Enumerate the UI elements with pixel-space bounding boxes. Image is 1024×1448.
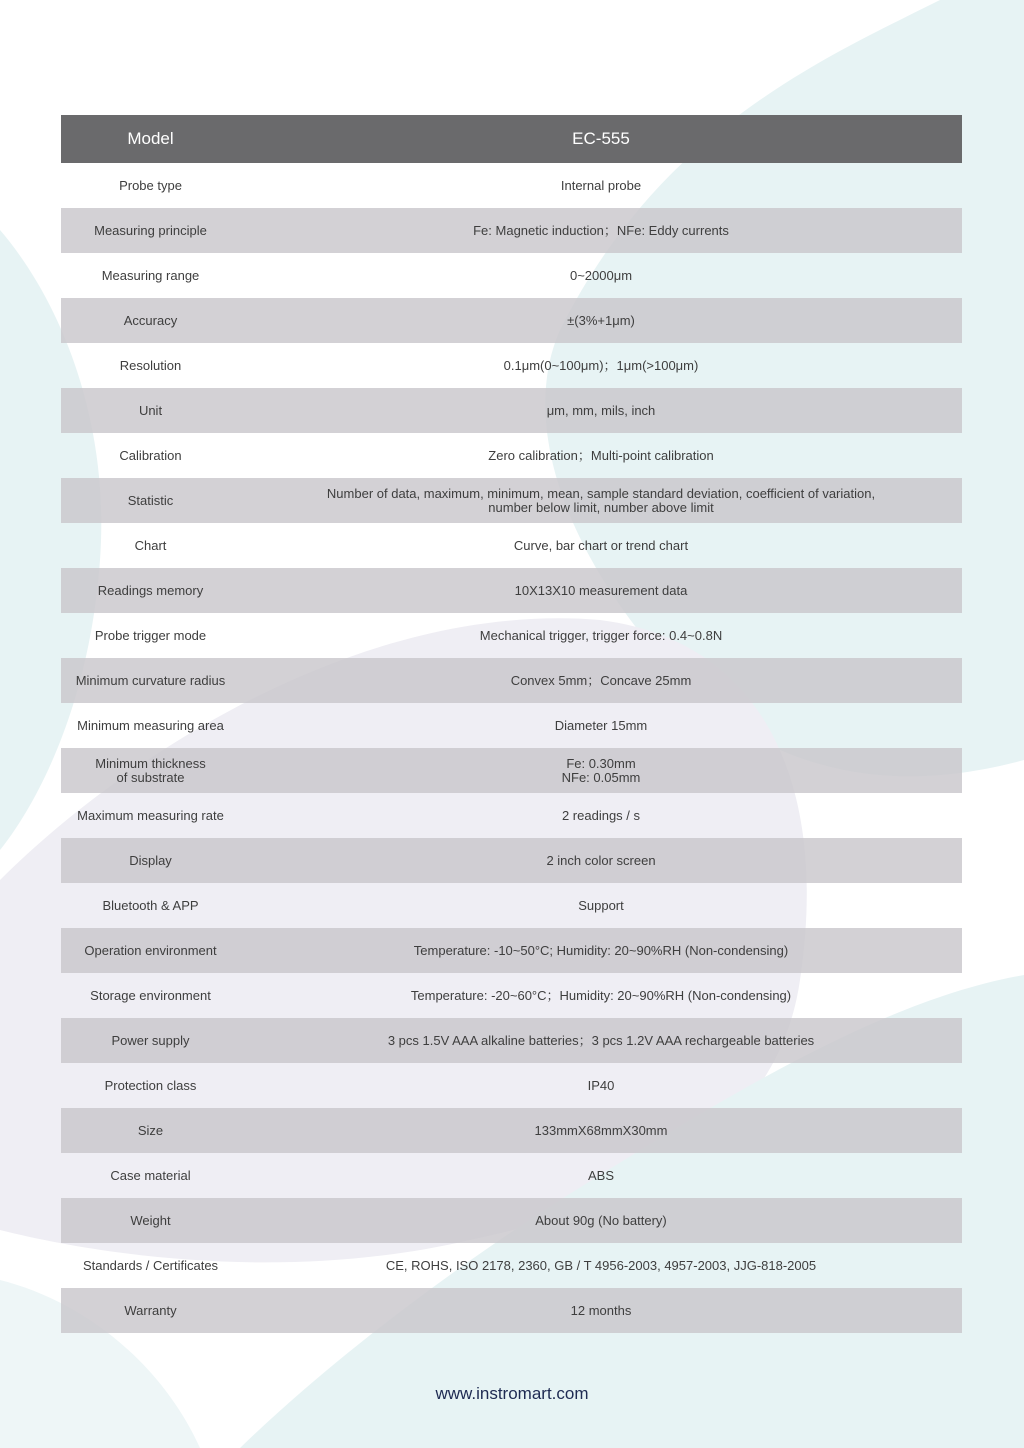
table-row-weight: [61, 1198, 962, 1243]
row-label: Bluetooth & APP: [102, 897, 199, 913]
header-model-value: EC-555: [572, 129, 630, 148]
row-label: Size: [137, 1122, 164, 1138]
row-value: 3 pcs 1.5V AAA alkaline batteries；3 pcs 1.2V AAA rechargeable batteries: [387, 1032, 815, 1048]
row-value: 2 inch color screen: [546, 852, 656, 868]
row-label: Power supply: [111, 1032, 190, 1048]
row-value: About 90g (No battery): [535, 1212, 667, 1228]
table-row-power-supply: [61, 1018, 962, 1063]
row-value: 12 months: [570, 1302, 632, 1318]
row-label: Warranty: [124, 1302, 177, 1318]
row-label: Probe type: [119, 177, 182, 193]
row-value: IP40: [587, 1077, 615, 1093]
table-row-size: [61, 1108, 962, 1153]
row-label: Maximum measuring rate: [77, 807, 224, 823]
row-value: 133mmX68mmX30mm: [534, 1122, 668, 1138]
table-row-storage-environment: [61, 973, 962, 1018]
specification-table: [61, 115, 962, 1333]
table-row-measuring-range: [61, 253, 962, 298]
row-label: Case material: [110, 1167, 191, 1183]
row-label: Resolution: [119, 357, 182, 373]
row-label: Measuring principle: [94, 222, 207, 238]
table-row-readings-memory: [61, 568, 962, 613]
table-row-measuring-principle: [61, 208, 962, 253]
row-label: Minimum measuring area: [77, 717, 224, 733]
row-value: Number of data, maximum, minimum, mean, sample standard deviation, coefficient of variation, number below limit, number above limit: [326, 485, 876, 515]
table-row-resolution: [61, 343, 962, 388]
table-row-chart: [61, 523, 962, 568]
row-label: Readings memory: [97, 582, 204, 598]
row-value: μm, mm, mils, inch: [546, 402, 656, 418]
row-label: Chart: [134, 537, 167, 553]
table-row-statistic: [61, 478, 962, 523]
row-value: ±(3%+1μm): [567, 312, 635, 328]
table-row-accuracy: [61, 298, 962, 343]
row-value: CE, ROHS, ISO 2178, 2360, GB / T 4956-2003, 4957-2003, JJG-818-2005: [385, 1257, 817, 1273]
row-label: Measuring range: [101, 267, 200, 283]
row-value: Mechanical trigger, trigger force: 0.4~0.8N: [479, 627, 723, 643]
table-row-unit: [61, 388, 962, 433]
row-value: Support: [578, 897, 624, 913]
website-link[interactable]: www.instromart.com: [435, 1384, 589, 1403]
row-value: 10X13X10 measurement data: [514, 582, 688, 598]
row-label: Calibration: [119, 447, 182, 463]
row-label: Accuracy: [123, 312, 178, 328]
table-row-calibration: [61, 433, 962, 478]
row-value: Temperature: -20~60°C；Humidity: 20~90%RH (Non-condensing): [410, 987, 792, 1003]
row-value: Internal probe: [560, 177, 642, 193]
table-row-minimum-thickness-of-substrate: [61, 748, 962, 793]
table-row-protection-class: [61, 1063, 962, 1108]
row-label: Unit: [138, 402, 163, 418]
row-label: Weight: [130, 1212, 171, 1228]
table-row-operation-environment: [61, 928, 962, 973]
table-row-probe-type: [61, 163, 962, 208]
row-value: Zero calibration；Multi-point calibration: [488, 447, 714, 463]
row-value: 0.1μm(0~100μm)；1μm(>100μm): [503, 357, 699, 373]
row-value: ABS: [587, 1167, 614, 1183]
row-label: Standards / Certificates: [82, 1257, 219, 1273]
row-label: Statistic: [127, 492, 174, 508]
row-value: Curve, bar chart or trend chart: [513, 537, 689, 553]
table-header-row: [61, 115, 962, 163]
row-label: Minimum curvature radius: [75, 672, 226, 688]
row-value: 0~2000μm: [569, 267, 633, 283]
row-value: Temperature: -10~50°C; Humidity: 20~90%RH (Non-condensing): [413, 942, 789, 958]
table-row-case-material: [61, 1153, 962, 1198]
table-row-probe-trigger-mode: [61, 613, 962, 658]
row-value: Fe: 0.30mm NFe: 0.05mm: [561, 755, 641, 785]
table-row-standards-certificates: [61, 1243, 962, 1288]
table-row-maximum-measuring-rate: [61, 793, 962, 838]
table-row-minimum-measuring-area: [61, 703, 962, 748]
row-label: Probe trigger mode: [94, 627, 207, 643]
row-value: Fe: Magnetic induction；NFe: Eddy currents: [473, 222, 729, 238]
row-label: Operation environment: [84, 942, 217, 958]
table-row-warranty: [61, 1288, 962, 1333]
row-label: Display: [129, 852, 172, 868]
row-label: Storage environment: [90, 987, 211, 1003]
row-label: Minimum thickness of substrate: [95, 755, 206, 785]
row-label: Protection class: [104, 1077, 197, 1093]
table-row-minimum-curvature-radius: [61, 658, 962, 703]
header-model-label: Model: [127, 129, 174, 148]
table-row-bluetooth-app: [61, 883, 962, 928]
row-value: 2 readings / s: [561, 807, 641, 823]
row-value: Convex 5mm；Concave 25mm: [510, 672, 692, 688]
table-row-display: [61, 838, 962, 883]
row-value: Diameter 15mm: [554, 717, 648, 733]
